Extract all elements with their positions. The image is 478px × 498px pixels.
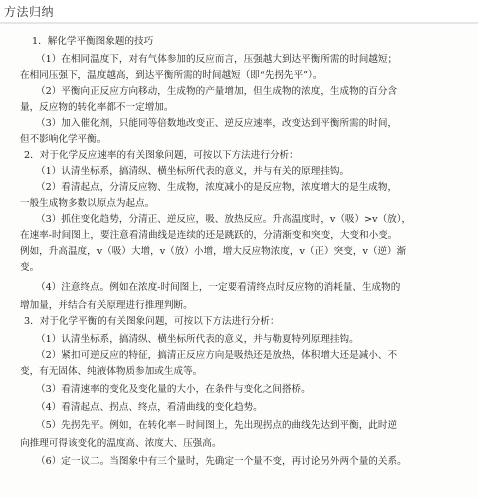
text-line: 例如，升高温度，v（吸）大增，v（放）小增，增大反应物浓度，v（正）突变，v（逆）渐	[20, 246, 407, 257]
text-line: 在相同压强下，温度越高，到达平衡所需的时间越短（即“先拐先平”）。	[20, 70, 323, 81]
text-line: （2）紧扣可逆反应的特征，搞清正反应方向是吸热还是放热，体积增大还是减小、不	[36, 350, 398, 361]
text-line: 变。	[20, 262, 40, 273]
text-line: （3）抓住变化趋势，分清正、逆反应，吸、放热反应。升高温度时，v（吸）>v（放），	[36, 214, 412, 225]
section-heading: 3．对于化学平衡的有关图象问题，可按以下方法进行分析：	[24, 316, 280, 327]
text-line: 在速率-时间图上，要注意看清曲线是连续的还是跳跃的，分清渐变和突变，大变和小变。	[20, 230, 398, 241]
section-heading: 1．解化学平衡图象题的技巧	[32, 36, 154, 47]
section-heading: 2．对于化学反应速率的有关图象问题，可按以下方法进行分析：	[24, 150, 299, 161]
text-line: 一般生成物多数以原点为起点。	[20, 198, 155, 209]
page-title: 方法归纳	[4, 5, 55, 19]
text-line: （1）认清坐标系，搞清纵、横坐标所代表的意义，并与勒夏特列原理挂钩。	[36, 334, 359, 345]
text-line: 量，反应物的转化率都不一定增加。	[20, 102, 174, 113]
text-line: 但不影响化学平衡。	[20, 134, 107, 145]
text-line: （3）加入催化剂，只能同等倍数地改变正、逆反应速率，改变达到平衡所需的时间，	[36, 118, 398, 129]
text-line: （2）看清起点，分清反应物、生成物，浓度减小的是反应物，浓度增大的是生成物，	[36, 182, 398, 193]
text-line: （6）定一议二。当图象中有三个量时，先确定一个量不变，再讨论另外两个量的关系。	[36, 456, 407, 467]
document-body	[0, 24, 478, 498]
text-line: （5）先拐先平。例如，在转化率－时间图上，先出现拐点的曲线先达到平衡，此时逆	[36, 420, 398, 431]
text-line: （1）认清坐标系，搞清纵、横坐标所代表的意义，并与有关的原理挂钩。	[36, 166, 350, 177]
text-line: （2）平衡向正反应方向移动，生成物的产量增加，但生成物的浓度，生成物的百分含	[36, 86, 398, 97]
text-line: （1）在相同温度下，对有气体参加的反应而言，压强越大到达平衡所需的时间越短；	[36, 54, 398, 65]
text-line: 向推理可得该变化的温度高、浓度大、压强高。	[20, 438, 222, 449]
text-line: （3）看清速率的变化及变化量的大小，在条件与变化之间搭桥。	[36, 384, 311, 395]
text-line: （4）看清起点、拐点、终点，看清曲线的变化趋势。	[36, 402, 263, 413]
text-line: 变，有无固体、纯液体物质参加或生成等。	[20, 366, 203, 377]
text-line: 增加量，并结合有关原理进行推理判断。	[20, 300, 193, 311]
text-line: （4）注意终点。例如在浓度-时间图上，一定要看清终点时反应物的消耗量、生成物的	[36, 282, 401, 293]
header-bar	[0, 0, 478, 22]
